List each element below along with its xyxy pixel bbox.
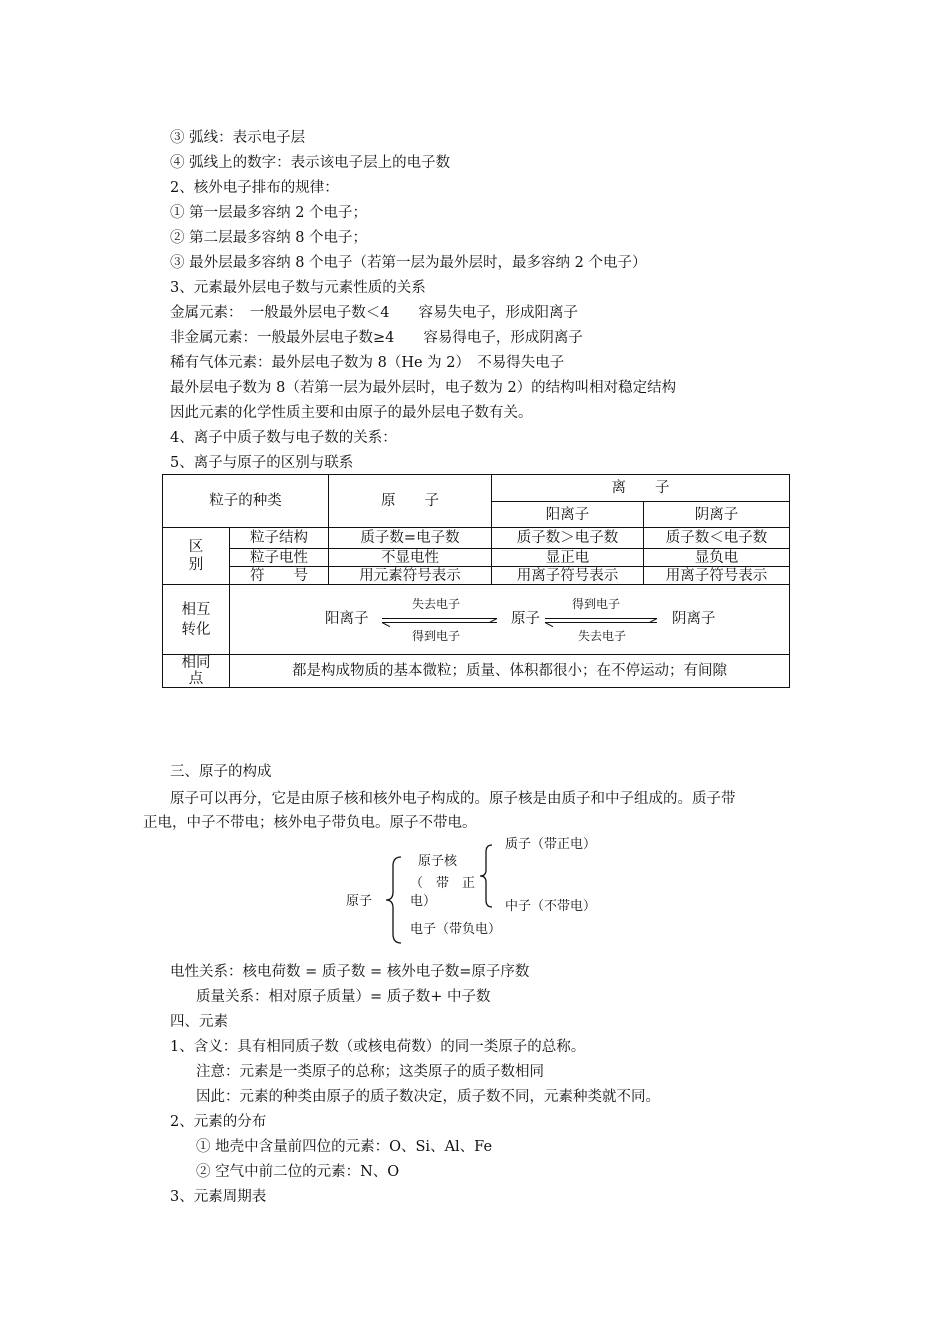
cell-atom: 质子数=电子数 (329, 528, 492, 549)
text-line: 因此元素的化学性质主要和由原子的最外层电子数有关。 (170, 405, 533, 421)
section-title: 四、元素 (170, 1014, 228, 1030)
conv-atom: 原子 (511, 610, 540, 627)
paragraph-line: 正电，中子不带电；核外电子带负电。原子不带电。 (143, 815, 477, 831)
header-atom: 原 子 (329, 475, 492, 528)
same-text: 都是构成物质的基本微粒；质量、体积都很小；在不停运动；有间隙 (230, 655, 790, 688)
convert-label: 相互转化 (163, 585, 230, 655)
header-anion: 阴离子 (644, 502, 790, 528)
conv-lose-bottom: 失去电子 (578, 628, 627, 643)
text-line: 5、离子与原子的区别与联系 (170, 455, 354, 471)
cell-cation: 质子数＞电子数 (492, 528, 644, 549)
arrow-left-line (545, 622, 657, 623)
diff-label: 区别 (163, 528, 230, 585)
diagram-proton: 质子（带正电） (505, 837, 597, 852)
text-line: 3、元素最外层电子数与元素性质的关系 (170, 280, 426, 296)
section-title: 三、原子的构成 (170, 764, 272, 780)
text-line: 2、元素的分布 (170, 1114, 267, 1130)
text-line: ③ 最外层最多容纳 8 个电子（若第一层为最外层时，最多容纳 2 个电子） (170, 255, 647, 271)
charge-relation: 电性关系：核电荷数 = 质子数 = 核外电子数=原子序数 (170, 964, 530, 980)
same-label: 相同点 (163, 655, 230, 688)
text-line: ③ 弧线：表示电子层 (170, 130, 306, 146)
text-line: 因此：元素的种类由原子的质子数决定，质子数不同，元素种类就不同。 (196, 1089, 660, 1105)
row-label: 粒子结构 (230, 528, 329, 549)
text-line: ② 空气中前二位的元素：N、O (196, 1164, 400, 1180)
conv-gain-top: 得到电子 (572, 596, 621, 611)
cell-anion: 质子数＜电子数 (644, 528, 790, 549)
header-cation: 阳离子 (492, 502, 644, 528)
header-ion: 离 子 (492, 475, 790, 502)
ion-atom-table (162, 474, 790, 688)
conv-anion: 阴离子 (672, 610, 716, 627)
row-label: 粒子电性 (230, 549, 329, 567)
text-line: 金属元素： 一般最外层电子数＜4 容易失电子，形成阳离子 (170, 305, 578, 321)
paragraph-line: 原子可以再分，它是由原子核和核外电子构成的。原子核是由质子和中子组成的。质子带 (170, 791, 736, 807)
row-label: 符 号 (230, 567, 329, 585)
diagram-nucleus: 原子核 (418, 854, 458, 869)
cell-anion: 显负电 (644, 549, 790, 567)
mass-relation: 质量关系：相对原子质量）= 质子数+ 中子数 (196, 989, 491, 1005)
text-line: 3、元素周期表 (170, 1189, 267, 1205)
diagram-neutron: 中子（不带电） (505, 899, 597, 914)
text-line: 2、核外电子排布的规律： (170, 180, 339, 196)
diagram-atom: 原子 (346, 894, 373, 909)
text-line: 注意：元素是一类原子的总称；这类原子的质子数相同 (196, 1064, 544, 1080)
text-line: 最外层电子数为 8（若第一层为最外层时，电子数为 2）的结构叫相对稳定结构 (170, 380, 677, 396)
conv-lose-top: 失去电子 (412, 596, 461, 611)
text-line: ① 地壳中含量前四位的元素：O、Si、Al、Fe (196, 1139, 493, 1155)
diagram-nucleus-note: （ 带 正 (410, 876, 476, 891)
conversion-cell (230, 585, 790, 655)
cell-atom: 不显电性 (329, 549, 492, 567)
arrow-left-line (382, 622, 497, 623)
cell-atom: 用元素符号表示 (329, 567, 492, 585)
arrow-right-line (545, 618, 657, 619)
diagram-electron: 电子（带负电） (410, 922, 502, 937)
arrow-right-line (382, 618, 497, 619)
diagram-nucleus-note: 电） (410, 894, 437, 909)
header-particle-kind: 粒子的种类 (163, 475, 329, 528)
cell-anion: 用离子符号表示 (644, 567, 790, 585)
cell-cation: 用离子符号表示 (492, 567, 644, 585)
text-line: 1、含义：具有相同质子数（或核电荷数）的同一类原子的总称。 (170, 1039, 586, 1055)
text-line: 4、离子中质子数与电子数的关系： (170, 430, 397, 446)
conv-cation: 阳离子 (325, 610, 369, 627)
brace-left-icon (478, 844, 494, 908)
text-line: ② 第二层最多容纳 8 个电子； (170, 230, 368, 246)
text-line: ④ 弧线上的数字：表示该电子层上的电子数 (170, 155, 451, 171)
cell-cation: 显正电 (492, 549, 644, 567)
conv-gain-bottom: 得到电子 (412, 628, 461, 643)
text-line: 稀有气体元素：最外层电子数为 8（He 为 2） 不易得失电子 (170, 355, 565, 371)
text-line: 非金属元素：一般最外层电子数≥4 容易得电子，形成阴离子 (170, 330, 583, 346)
brace-left-icon (384, 856, 404, 944)
text-line: ① 第一层最多容纳 2 个电子； (170, 205, 368, 221)
